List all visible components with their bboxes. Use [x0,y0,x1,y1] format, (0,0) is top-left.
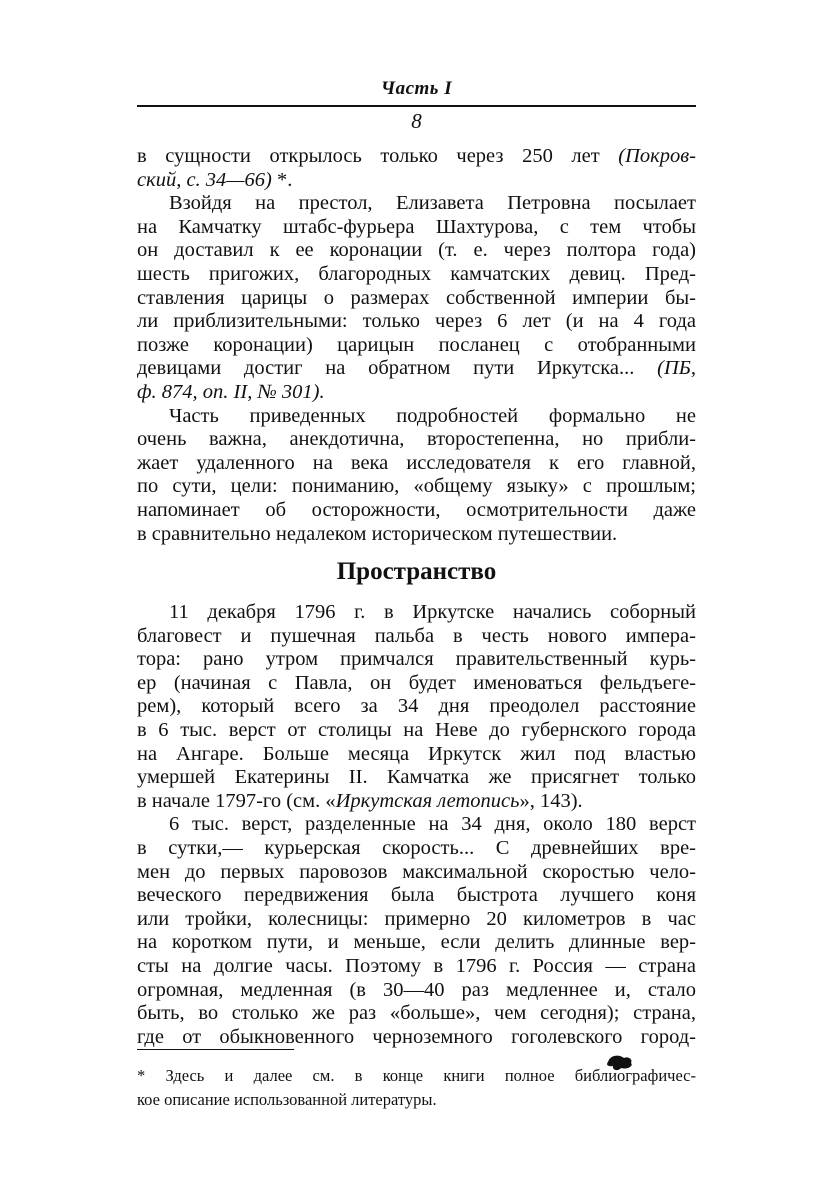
citation-text: ф. 874, оп. II, № 301). [137,380,325,403]
line-text: сты на долгие часы. Поэтому в 1796 г. Россия — страна [137,954,696,977]
line-text-tail: », 143). [519,789,583,812]
page-number: 8 [411,109,422,133]
line-text: или тройки, колесницы: примерно 20 километров в час [137,907,696,930]
text-line [137,908,696,932]
line-text: в сущности открылось только через 250 лет [137,145,619,167]
line-text: шесть пригожих, благородных камчатских девиц. Пред- [137,262,696,285]
text-line [137,931,696,955]
line-text: тора: рано утром примчался правительственный курь- [137,648,696,671]
line-text: в сравнительно недалеком историческом путешествии. [137,522,618,545]
line-text: ли приблизительными: только через 6 лет (и на 4 года [137,310,696,333]
line-text: на Ангаре. Больше месяца Иркутск жил под властью [137,742,696,765]
citation-text: ский, с. 34—66) [137,168,272,191]
text-line [137,428,696,452]
text-line [137,192,696,216]
text-line [137,672,696,696]
text-line [137,601,696,625]
line-text: 11 декабря 1796 г. в Иркутске начались соборный [169,601,696,623]
line-text: умершей Екатерины II. Камчатка же присягнет только [137,766,696,789]
text-line [137,695,696,719]
text-line [137,743,696,767]
section-heading: Пространство [336,558,497,585]
line-text: рем), который всего за 34 дня преодолел расстояние [137,695,696,718]
text-line [137,334,696,358]
line-text: 6 тыс. верст, разделенные на 34 дня, около 180 верст [169,813,696,836]
footnote-rule [137,1049,294,1050]
text-line [137,648,696,672]
line-text: позже коронации) царицын посланец с отобранными [137,333,696,356]
text-line [137,452,696,476]
text-line [137,263,696,287]
line-text: Часть приведенных подробностей формально не [169,404,696,427]
line-text: огромная, медленная (в 30—40 раз медленнее и, стало [137,978,696,1001]
line-text: по сути, цели: пониманию, «общему языку» с прошлым; [137,475,696,498]
line-text: *. [271,168,293,191]
text-line [137,310,696,334]
line-text: в сутки,— курьерская скорость... С древнейших вре- [137,836,696,859]
text-line [137,813,696,837]
footnote-line: кое описание использованной литературы. [137,1089,437,1109]
text-line [137,719,696,743]
text-line [137,145,696,169]
text-line [137,381,696,405]
paragraph-block-1 [137,145,696,546]
line-text: на коротком пути, и меньше, если делить длинные вер- [137,931,696,954]
text-line [137,1002,696,1026]
text-line [137,405,696,429]
text-line [137,357,696,381]
text-line [137,499,696,523]
line-text: где от обыкновенного черноземного гоголевского город- [137,1025,696,1048]
line-text: ставления царицы о размерах собственной империи бы- [137,286,696,309]
citation-text: Иркутская летопись [335,789,520,812]
text-line [137,884,696,908]
line-text: он доставил к ее коронации (т. е. через полтора года) [137,239,696,262]
citation-text: (Покров- [618,145,696,167]
footnote-line: * Здесь и далее см. в конце книги полное библиографичес- [137,1066,696,1085]
line-text: Взойдя на престол, Елизавета Петровна посылает [169,192,696,215]
line-text: в начале 1797-го (см. « [137,789,336,812]
line-text: жает удаленного на века исследователя к его главной, [137,451,696,474]
text-line [137,625,696,649]
line-text: на Камчатку штабс-фурьера Шахтурова, с тем чтобы [137,215,696,238]
line-text: веческого передвижения была быстрота лучшего коня [137,884,696,907]
text-line [137,523,696,547]
text-line [137,475,696,499]
text-line [137,837,696,861]
line-text: в 6 тыс. верст от столицы на Неве до губернского города [137,718,696,741]
line-text: мен до первых паровозов максимальной скоростью чело- [137,860,696,883]
text-line [137,169,696,193]
text-line [137,979,696,1003]
footnote [137,1066,696,1113]
text-line [137,955,696,979]
line-text: напоминает об осторожности, осмотрительности даже [137,498,696,521]
text-line [137,861,696,885]
citation-text: (ПБ, [657,357,696,380]
line-text: благовест и пушечная пальба в честь нового импера- [137,624,696,647]
running-title: Часть I [380,78,453,99]
line-text: ер (начиная с Павла, он будет именоваться фельдъеге- [137,671,696,694]
line-text: быть, во столько же раз «больше», чем сегодня); страна, [137,1002,696,1025]
header-rule [137,105,696,107]
line-text: девицами достиг на обратном пути Иркутска... [137,357,658,380]
line-text: очень важна, анекдотична, второстепенна, но прибли- [137,428,696,451]
text-line [137,239,696,263]
text-line [137,216,696,240]
paragraph-block-2 [137,601,696,1049]
text-line [137,1026,696,1050]
text-line [137,287,696,311]
text-line [137,766,696,790]
text-line [137,790,696,814]
